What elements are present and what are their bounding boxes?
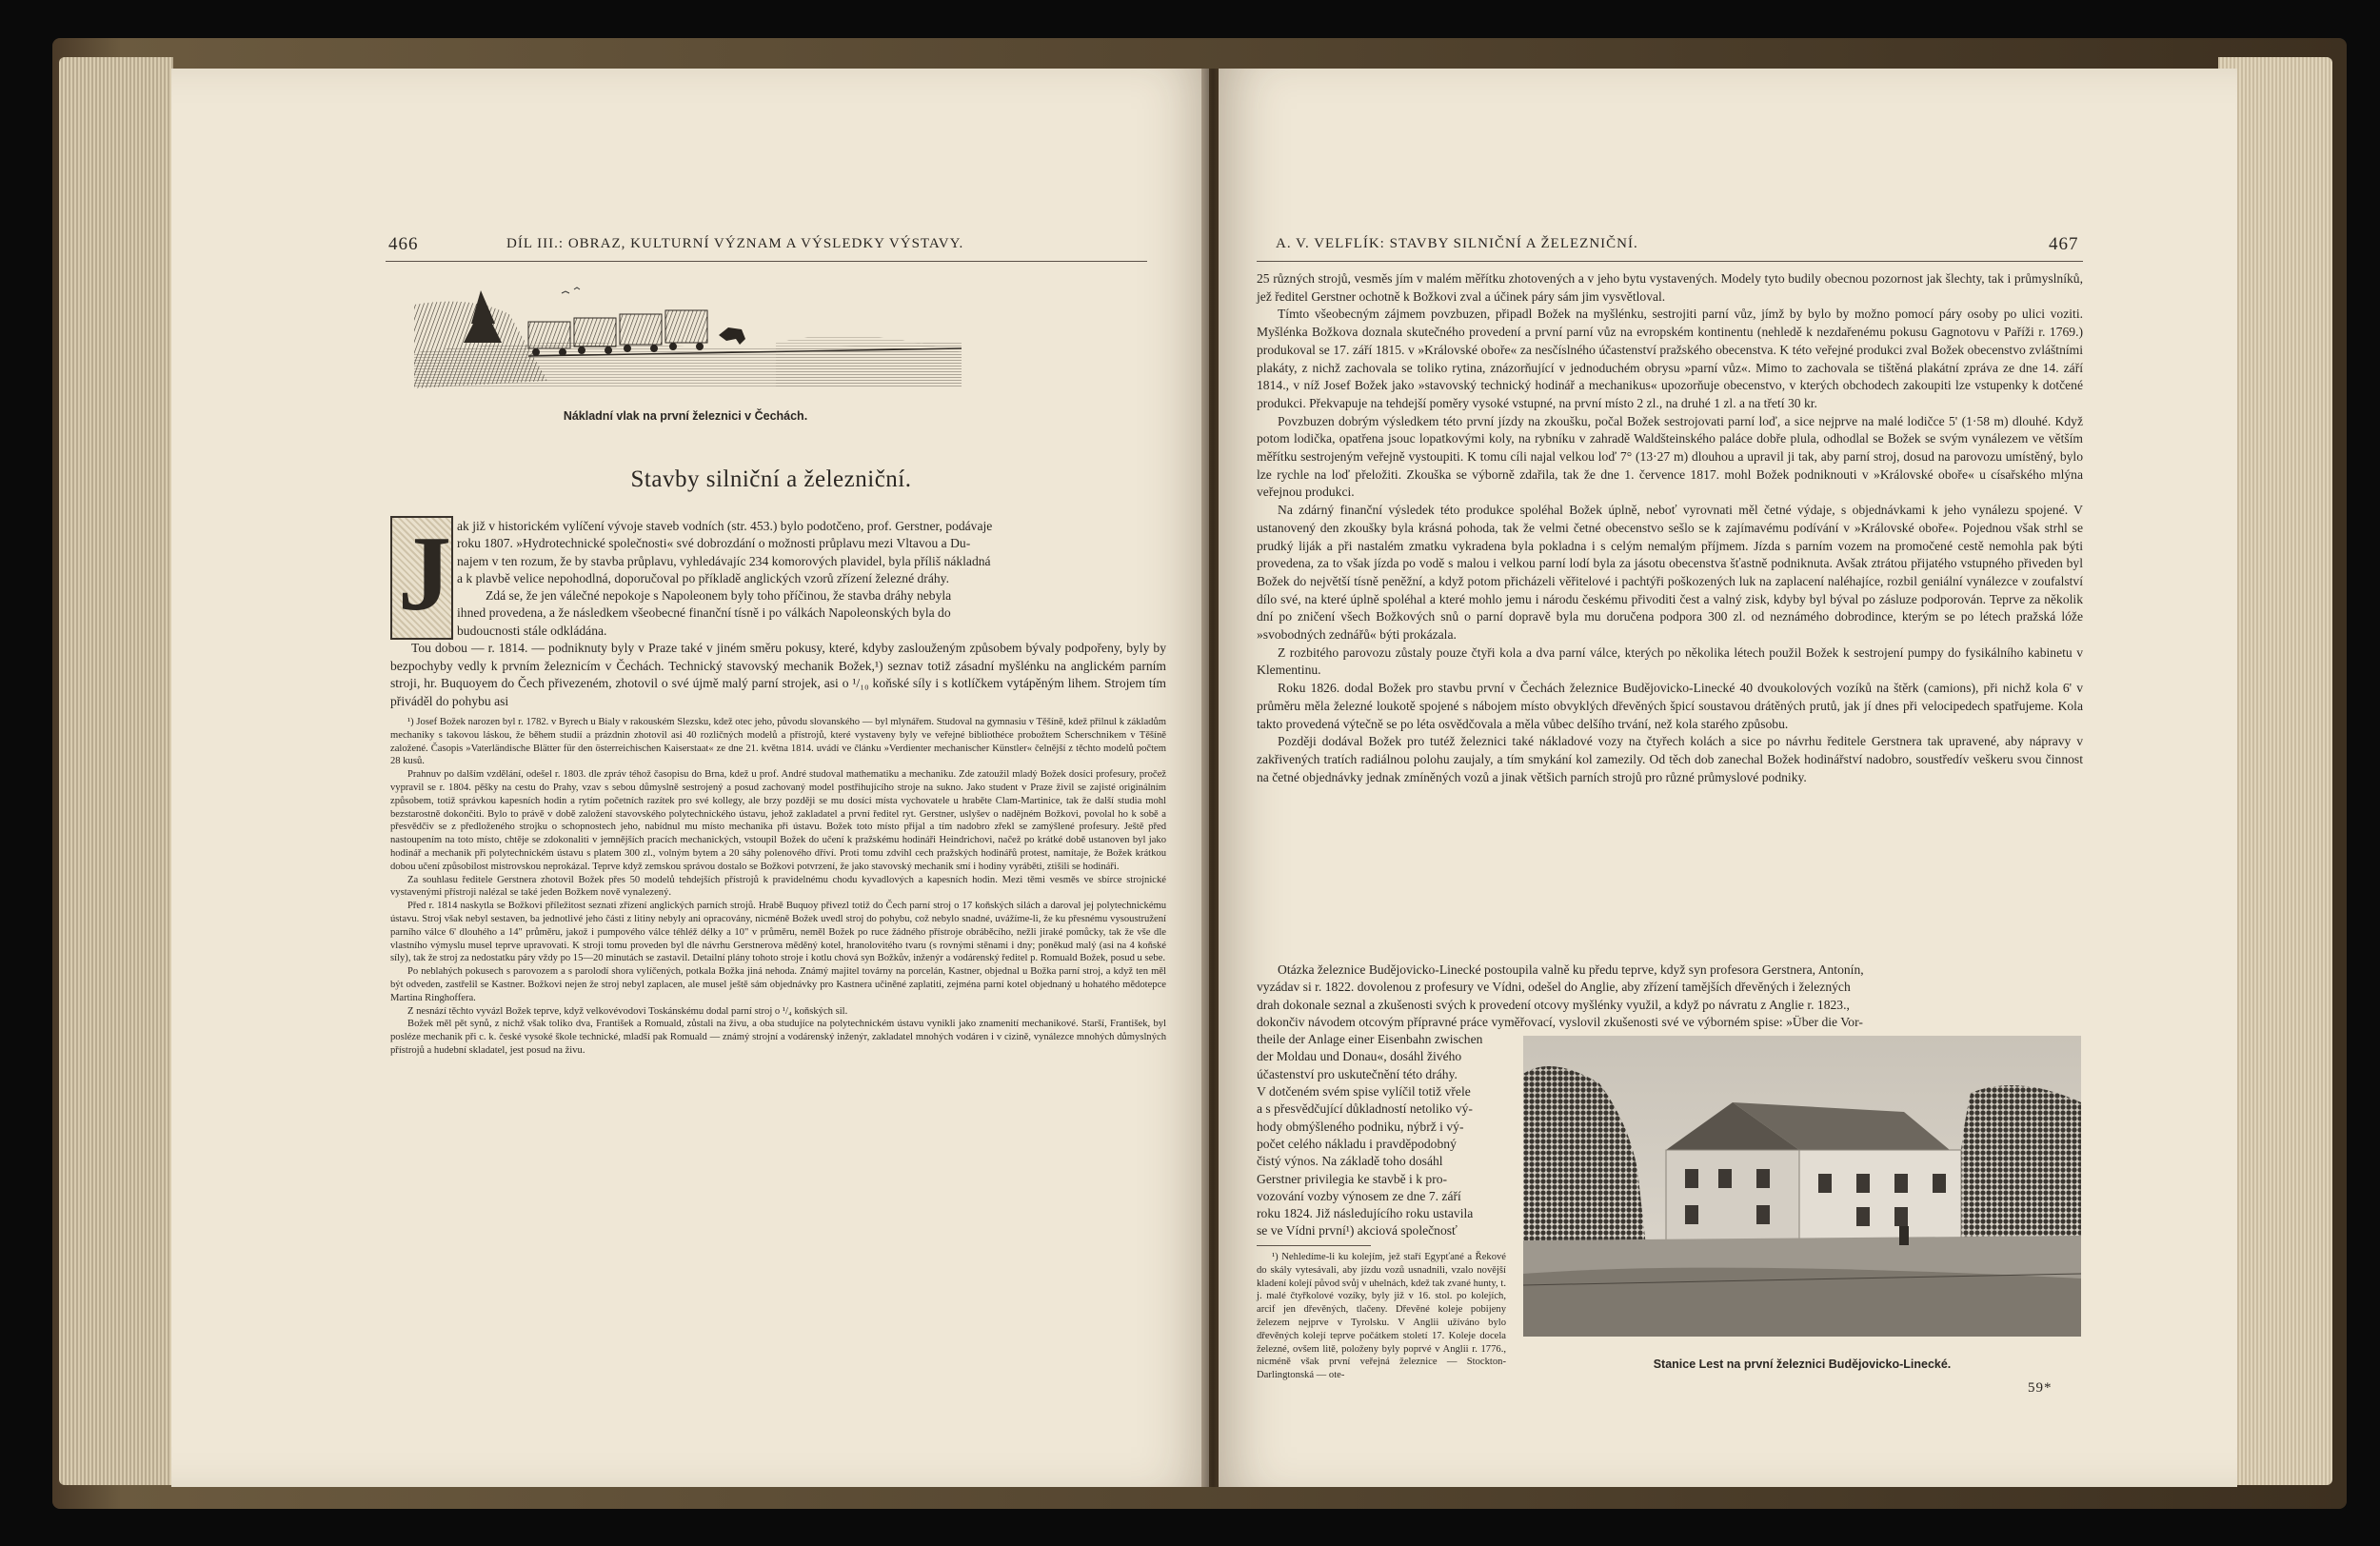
wrap-line: roku 1824. Již následujícího roku ustavila — [1257, 1206, 1474, 1221]
paragraph: Později dodával Božek pro tutéž železnici také nákladové vozy na čtyřech kolách a sice po návrhu ředitele Gerstnera tak upravené, aby nápravy v zakřivených tratích radiálnou polohu zaujaly, a tím smykání kol zamezily. Od těch dob zanechal Božek hodinářství nadobro, soustředív veškeru svou činnost na četné objednávky jednak zmíněných vozů a jinak většich parních strojů pro různé průmyslové podniky. — [1257, 734, 2083, 784]
wrap-line: vyzádav si r. 1822. dovolenou z profesury ve Vídni, odešel do Anglie, aby zřízení tamějších dřevěných i železných — [1257, 980, 1851, 995]
intro-line: a k plavbě velice nepohodlná, doporučoval po příkladě anglických vzorů zřízení železné dráhy. — [457, 570, 949, 585]
page-edges-left — [59, 57, 173, 1485]
intro-line: najem v ten rozum, že by stavba průplavu, vyhledávajíc 234 komorových plavidel, byla příliš nákladná — [457, 553, 991, 568]
paragraph: 25 různých strojů, vesměs jím v malém měřítku zhotovených a v jeho bytu vystavených. Modely tyto budily obecnou pozornost jak šlechty, tak i průmyslníků, jež ředitel Gerstner ochotně k Božkovi zval a účinek páry sám jim vysvětloval. — [1257, 271, 2083, 304]
freight-train-caption: Nákladní vlak na první železnici v Čechách. — [563, 409, 808, 423]
paragraph: Z rozbitého parovozu zůstaly pouze čtyři kola a dva parní válce, kterých po několika létech použil Božek k sestrojení pumpy do fysikálního kabinetu v Klementinu. — [1257, 644, 2083, 678]
paragraph: Na zdárný finanční výsledek této produkce spoléhal Božek úplně, neboť vyrovnati měl četné výdaje, s objednávkami k jeho vynálezu spojené. V ustanovený den zkoušky byla krásná pohoda, tak že velmi četné obecenstvo sešlo se k zajímavému podívání v »Královské oboře«. Pojednou však strhl se prudký liják a při nastalém zmatku vykradena byla pokladna i s celým nemalým příjmem. Jízda s parním vozem na promočené cestě nemohla pak býti provedena, za to však jízda po vodě s malou i velkou parní lodí byla za jásotu obecenstva šťastně podniknuta. Avšak ztrátou přijatého vstupného přiveden byl Božek do největší tísně peněžní, a když potom přicházeli věřitelové i pachtýři poškozených luk na zaplacení naléhajíce, rozbil geniální vynálezce v zoufalství dílo své, na které úplně spoléhal a které mohlo jemu i národu českému přivoditi čest a valný zisk, kdyby byl býval po zásluze podporován. Teprve za několik dní po zničení všech Božkových snů o parní dopravě byla mu doručena podpora 300 zl. od neznámého dobrodince, kterým se po létech pražská lóže »svobodných zednářů« býti prokázala. — [1257, 503, 2083, 643]
right-running-head: A. V. VELFLÍK: STAVBY SILNIČNÍ A ŽELEZNIČNÍ. — [1276, 236, 1638, 251]
paragraph: Roku 1826. dodal Božek pro stavbu první v Čechách železnice Budějovicko-Linecké 40 dvoukolových vozíků na štěrk (camions), při nichž kola 6' v průměru měla železné loukotě spojené s nábojem místo obvyklých dřevěných špicí soustavou drátěných prutů, jak jí dnes při velocipedech spatřujeme. Kola takto provedená výtečně se po léta osvědčovala a měla vůbec delšího trvání, než kola starého způsobu. — [1257, 681, 2083, 731]
intro-line: budoucnosti stále odkládána. — [457, 623, 607, 638]
paragraph: Povzbuzen dobrým výsledkem této první jízdy na zkoušku, počal Božek sestrojovati parní loď, a sice nejprve na malé lodičce 5' (1·58 m) dlouhé. Když potom lodička, opatřena jsouc lopatkovými koly, na rybníku v zahradě Waldšteinského paláce dobře plula, odhodlal se Božek se svým vynálezem ve větším měřítku sestrojeným veřejně vystoupiti. K tomu cíli najal velkou loď 7° (13·27 m) dlouhou a upravil ji tak, aby parní stroj, dosud na parovozu umístěný, bylo lze rychle na loď přeložiti. Zkouška se výborně zdařila, tak že dne 1. července 1817. mohl Božek podniknouti v »Královské oboře« u císařského mlýna veřejnou produkci. — [1257, 413, 2083, 500]
footnote-para: Z nesnází těchto vyvázl Božek teprve, když velkovévodovi Toskánskému dodal parní stroj o ¹/₄ koňských sil. — [407, 1005, 848, 1017]
wrap-line: theile der Anlage einer Eisenbahn zwischen — [1257, 1032, 1483, 1047]
wrap-line: V dotčeném svém spise vylíčil totiž vřele — [1257, 1084, 1471, 1100]
station-lest-caption: Stanice Lest na první železnici Budějovicko-Linecké. — [1653, 1358, 1952, 1371]
right-page — [1219, 69, 2237, 1487]
right-body-text — [1257, 270, 2083, 786]
footnote-rule — [1257, 1245, 1371, 1246]
wrap-line: účastenství pro uskutečnění této dráhy. — [1257, 1066, 1458, 1081]
footnote-para: Po neblahých pokusech s parovozem a s parolodí shora vylíčených, potkala Božka jiná nehoda. Známý majitel továrny na porcelán, Kastner, objednal u Božka parní stroj, a když ten měl být odveden, zastřelil se Kastner. Božkovi nejen že stroj nebyl zaplacen, ale musel ještě sám objednávky pro Kastnera učiněné zaplatiti, zejména parní kotel objednaný u hohatého mědotepce Martina Ringhoffera. — [390, 966, 1166, 1003]
left-head-rule — [386, 261, 1147, 262]
article-title: Stavby silniční a železniční. — [630, 466, 912, 492]
freight-train-engraving — [414, 286, 962, 388]
wrap-line: drah dokonale seznal a zkušenosti svých k provedení otcovy myšlénky využil, a když po návratu z Anglie r. 1823., — [1257, 997, 1850, 1012]
intro-paragraph — [457, 518, 1166, 640]
wrap-line: počet celého nákladu i pravděpodobný — [1257, 1136, 1457, 1151]
paragraph-2: Tou dobou — r. 1814. — podniknuty byly v Praze také v jiném směru pokusy, které, kdyby zaslouženým způsobem bývaly podpořeny, byly by bezpochyby vedly k prvním železnicím v Čechách. Technický stavovský mechanik Božek,¹) seznav totiž zásadní myšlénku na anglickém parním stroji, hr. Buquoyem do Čech přivezeném, zhotovil o své újmě malý parní strojek, asi o ¹/₁₀ koňské síly i s kotlíčkem vytápěným lihem. Strojem tím přiváděl do pohybu asi — [390, 641, 1166, 708]
left-footnotes — [390, 716, 1166, 1058]
footnote-para: Za souhlasu ředitele Gerstnera zhotovil Božek přes 50 modelů tehdejších přístrojů k pravidelnému chodu kyvadlových a kapesních hodin. Mezi těmi vesměs ve sbírce strojnické vystavenými přístroji nalézal se také jeden Božkem nově vynalezený. — [390, 874, 1166, 899]
wrap-line: dokončiv návodem otcovým přípravné práce vyměřovací, vyslovil zkušenosti své ve výborném spise: »Über die Vor- — [1257, 1014, 1863, 1029]
footnote-para: Božek měl pět synů, z nichž však toliko dva, František a Romuald, zůstali na živu, a oba studujíce na polytechnickém ústavu vynikli jako znamenití mechanikové. Starší, František, byl posléze mechanik při c. k. české vysoké škole technické, mladší pak Romuald — známý strojní a vodárenský inženýr, zakladatel mnohých vodáren i v cizině, vynálezce mnohých důmyslných přístrojů a hudební skladatel, jest posud na živu. — [390, 1019, 1166, 1056]
footnote-1: ¹) Josef Božek narozen byl r. 1782. v Byrech u Bialy v rakouském Slezsku, kdež otec jeho, původu slovanského — byl mlynářem. Studoval na gymnasiu v Těšíně, kdež přilnul k základům mechaniky s takovou láskou, že během studií a prázdnin zhotovil asi 40 rozličných modelů a přístrojů, které vystaveny byly ve veřejné bibliothéce probožtem Scherschnikem v Těšíně založené. Časopis »Vaterländische Blätter für den österreichischen Kaiserstaat« ze dne 21. května 1814. uvádí ve článku »Verdienter mechanischer Künstler« čelnější z těchto modelů počtem 28 kusů. — [390, 717, 1166, 767]
wrap-line: vozování vozby výnosem ze dne 7. září — [1257, 1188, 1461, 1203]
footnote-para: Prahnuv po dalším vzdělání, odešel r. 1803. dle zpráv téhož časopisu do Brna, kdež u prof. André studoval mathematiku a mechaniku. Zde zatoužil mladý Božek dosíci profesury, pročež vypravil se r. 1804. pěšky na cestu do Prahy, vzav s sebou důmyslně sestrojený a posud zachovaný model postřihujícího stroje na sukno. Jako student v Praze živil se zajisté originálním způsobem, totiž správkou kapesních hodin a rytím početních razítek pro své kollegy, ale brzy později se mu dosíci místa vychovatele u hraběte Clam-Martinice, tak že další studia mohl bezstarostně dokončiti. Bylo to právě v době založení stavovského polytechnického ústavu, jehož zakladatel a první ředitel ryt. Gerstner, uslyšev o nadějném Božkovi, povolal ho k sobě a přesvědčiv se z předloženého strojku o schopnostech jeho, nabídnul mu místo mechanika při ústavu. Božek toto místo přijal a tím nadobro zřekl se zamýšlené profesury. Ještě před nastoupením na toto místo, chtěje se zdokonaliti v jemnějších pracích mechanických, vstoupil Božek do učení k pražskému hodináři Heindrichovi, načež po krátké době ustanoven byl jako hodinář a mechanik při polytechnickém ústavu s platem 300 zl., volným bytem a 20 sáhy polenového dříví. Proti tomu zdvihl cech pražských hodinářů protest, namítaje, že Božek krátkou dobou učení způsobilost mistrovskou neprokázal. Teprve když zemskou správou dostalo se Božkovi potvrzení, že jako stavovský mechanik smí i hodiny vyráběti, ztišili se hodináři. — [390, 769, 1166, 872]
right-footnote: ¹) Nehledíme-li ku kolejím, jež staří Egypťané a Řekové do skály vytesávali, aby jízdu vozů usnadnili, vzalo novější kladení kolejí původ svůj v uhelnách, kdež tak zvané hunty, t. j. malé čtyřkolové vozíky, byly již v 16. stol. po kolejích, arcif jen dřevěných, tlačeny. Dřevěné koleje pobijeny železem nejprve v Tyrolsku. V Anglii užíváno bylo dřevěných kolejí teprve počátkem století 17. Koleje docela železné, ovšem litě, položeny byly poprvé v Anglii r. 1776., nicméně však první veřejná železnice — Stockton-Darlingtonská — ote- — [1257, 1252, 1506, 1381]
intro-line: roku 1807. »Hydrotechnické společnosti« své dobrozdání o možnosti průplavu mezi Vltavou a Du- — [457, 536, 971, 551]
wrap-line: hody obmýšleného podniku, nýbrž i vý- — [1257, 1119, 1464, 1134]
left-page — [171, 69, 1209, 1487]
footnote-para: Před r. 1814 naskytla se Božkovi příležitost seznati zřízení anglických parních strojů. Hrabě Buquoy přivezl totiž do Čech parní stroj o 17 koňských silách a daroval jej polytechnickému ústavu. Stroj však nebyl sestaven, ba jednotlivé jeho části z litiny nebyly ani opracovány, nicméně Božek uvedl stroj do pohybu, což nebylo snadné, uvážíme-li, že ku přesnému vysoustružení parního válce 6' dlouhého a 14" průměru, jakož i pumpového válce téhléž délky a 10" v průměru, neměl Božek po ruce žádného přístroje obráběcího, nežli jiraké pomůcky, tak že vše dle vlastního výmyslu musel teprve upravovati. K stroji tomu proveden byl dle návrhu Gerstnerova měděný kotel, hranolovitého tvaru (s rovnými stěnami i dny; poněkud malý (asi na 4 koňské síly), tak že stroj za nedostatku páry vždy po 15—20 minutách se zastavil. Detailní plány tohoto stroje i kotlu chová syn Božkův, inženýr a vodárenský ředitel p. Romuald Božek, posud u sebe. — [390, 901, 1166, 964]
wrap-line: a s přesvědčující důkladností netoliko vý- — [1257, 1101, 1473, 1117]
intro-line: Zdá se, že jen válečné nepokoje s Napoleonem byly toho příčinou, že stavba dráhy nebyla — [486, 588, 952, 604]
station-lest-photo — [1523, 1036, 2081, 1337]
left-page-number: 466 — [388, 234, 419, 254]
paragraph: Tímto všeobecným zájmem povzbuzen, připadl Božek na myšlénku, sestrojiti parní vůz, jímž by bylo by možno pomocí páry osoby po ulici voziti. Myšlénka Božkova doznala skutečného provedení a první parní vůz na evropském kontinentu (nehledě k nezdařenému pokusu Gagnotovu v Paříži r. 1769.) produkoval se 17. září 1815. v »Královské oboře« za nesčíslného účastenství pražského obecenstva. K této veřejné produkci zval Božek obecenstvo zvláštními plakáty, z nichž zachovala se toliko rytina, znázorňující v jednoduchém obrysu »parní vůz«. Mimo to zachovala se tištěná plakátní zpráva ze dne 14. září 1814., v níž Josef Božek jako »stavovský technický hodinář a mechanikus« upozorňuje obecenstvo, v kterých obchodech zakoupiti lze vstupenky k dotčené produkci. Překvapuje na tehdejší poměry vysoké vstupné, na první místo 2 zl., na druhé 1 zl. a na třetí 30 kr. — [1257, 307, 2083, 410]
wrap-line: se ve Vídni první¹) akciová společnosť — [1257, 1223, 1458, 1239]
signature-mark: 59* — [2028, 1380, 2053, 1396]
wrap-line: čistý výnos. Na základě toho dosáhl — [1257, 1154, 1443, 1169]
wrap-line: der Moldau und Donau«, dosáhl živého — [1257, 1049, 1462, 1064]
drop-cap: J — [390, 516, 453, 640]
intro-line: ihned provedena, a že následkem všeobecné finanční tísně i po válkách Napoleonských byla do — [457, 605, 951, 621]
wrap-line: Gerstner privilegia ke stavbě i k pro- — [1257, 1171, 1448, 1186]
intro-line: ak již v historickém vylíčení vývoje staveb vodních (str. 453.) bylo podotčeno, prof. Gerstner, podávaje — [457, 519, 993, 533]
left-running-head: DÍL III.: OBRAZ, KULTURNÍ VÝZNAM A VÝSLEDKY VÝSTAVY. — [506, 236, 964, 251]
right-page-number: 467 — [2049, 234, 2079, 254]
right-head-rule — [1257, 261, 2083, 262]
wrap-line: Otázka železnice Budějovicko-Linecké postoupila valně ku předu teprve, když syn profesora Gerstnera, Antonín, — [1278, 962, 1864, 977]
